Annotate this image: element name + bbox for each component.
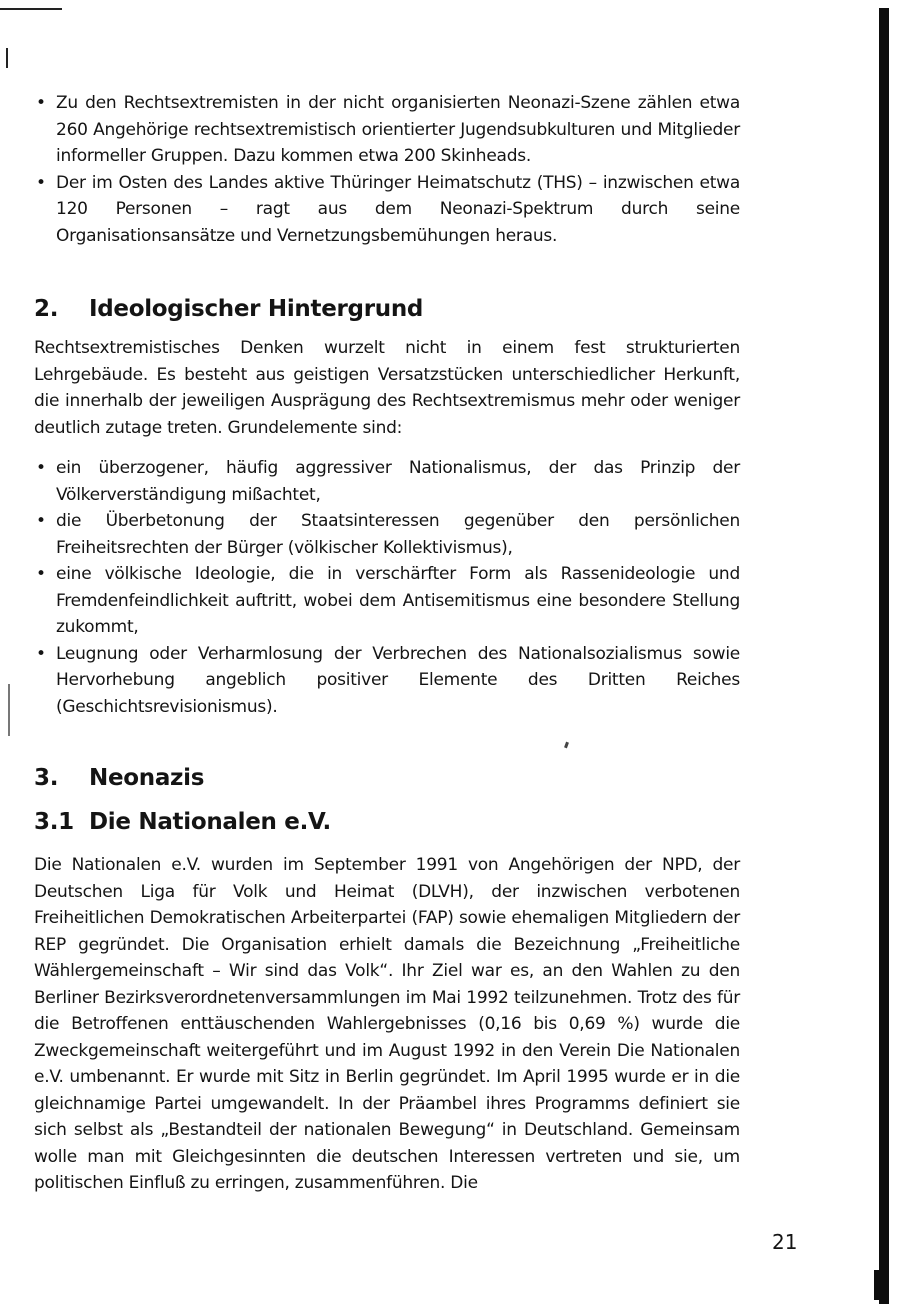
section-3-1-paragraph: Die Nationalen e.V. wurden im September 1991 von Angehörigen der NPD, der Deutschen Liga für Volk und Heimat (DLVH), der inzwischen verbotenen Freiheitlichen Demokratischen Arbeiterpartei (FAP) sowie ehemaligen Mitgliedern der REP gegründet. Die Organisation erhielt damals die Bezeichnung „Freiheitliche Wählergemeinschaft – Wir sind das Volk“. Ihr Ziel war es, an den Wahlen zu den Berliner Bezirksverordnetenversammlungen im Mai 1992 teilzunehmen. Trotz des für die Betroffenen enttäuschenden Wahlergebnisses (0,16 bis 0,69 %) wurde die Zweckgemeinschaft weitergeführt und im August 1992 in den Verein Die Nationalen e.V. umbenannt. Er wurde mit Sitz in Berlin gegründet. Im April 1995 wurde er in die gleichnamige Partei umgewandelt. In der Präambel ihres Programms definiert sie sich selbst als „Bestandteil der nationalen Bewegung“ in Deutschland. Gemeinsam wolle man mit Gleichgesinnten die deutschen Interessen vertreten und sie, um politischen Einfluß zu erringen, zusammenführen. Die [34,855,740,1193]
list-item [34,170,740,250]
list-item-text: Zu den Rechtsextremisten in der nicht organisierten Neonazi-Szene zählen etwa 260 Angehörige rechtsextremistisch orientierter Jugendsubkulturen und Mitglieder informeller Gruppen. Dazu kommen etwa 200 Skinheads. [56,93,740,166]
section-heading-2 [34,295,740,323]
list-item-text: Leugnung oder Verharmlosung der Verbrechen des Nationalsozialismus sowie Hervorhebung angeblich positiver Elemente des Dritten Reiches (Geschichtsrevisionismus). [56,643,740,717]
section-title: Die Nationalen e.V. [89,809,331,835]
section-number: 2. [34,296,59,322]
section-title: Neonazis [89,765,205,791]
list-item-text: die Überbetonung der Staatsinteressen gegenüber den persönlichen Freiheitsrechten der Bürger (völkischer Kollektivismus), [56,511,740,558]
section-heading-3 [34,764,740,792]
section-number: 3.1 [34,809,74,835]
scan-mark-top-left [6,48,8,68]
page-number: 21 [772,1230,798,1254]
bullet-icon: • [36,564,46,584]
scan-border-right-bottom [874,1270,882,1300]
bullet-icon: • [36,172,46,193]
list-item-text: eine völkische Ideologie, die in verschärfter Form als Rassenideologie und Fremdenfeindlichkeit auftritt, wobei dem Antisemitismus eine besondere Stellung zukommt, [56,564,740,637]
ideology-bullet-list [34,455,740,720]
bullet-icon: • [36,643,46,664]
scan-border-right [879,8,889,1304]
list-item-text: Der im Osten des Landes aktive Thüringer Heimatschutz (THS) – inzwischen etwa 120 Personen – ragt aus dem Neonazi-Spektrum durch seine Organisationsansätze und Vernetzungsbemühungen heraus. [56,172,740,246]
scan-mark-left [8,684,10,736]
list-item [34,90,740,170]
bullet-icon: • [36,93,46,113]
list-item [34,455,740,508]
list-item [34,641,740,721]
list-item [34,508,740,561]
list-item [34,561,740,641]
list-item-text: ein überzogener, häufig aggressiver Nationalismus, der das Prinzip der Völkerverständigung mißachtet, [56,458,740,505]
bullet-icon: • [36,511,46,531]
section-2-paragraph: Rechtsextremistisches Denken wurzelt nicht in einem fest strukturierten Lehrgebäude. Es besteht aus geistigen Versatzstücken unterschiedlicher Herkunft, die innerhalb der jeweiligen Ausprägung des Rechtsextremismus mehr oder weniger deutlich zutage treten. Grundelemente sind: [34,338,740,438]
scan-border-top [0,8,62,10]
section-title: Ideologischer Hintergrund [89,296,424,322]
document-page [34,90,740,1197]
section-number: 3. [34,765,59,791]
section-heading-3-1 [34,808,740,836]
intro-bullet-list [34,90,740,249]
bullet-icon: • [36,458,46,478]
